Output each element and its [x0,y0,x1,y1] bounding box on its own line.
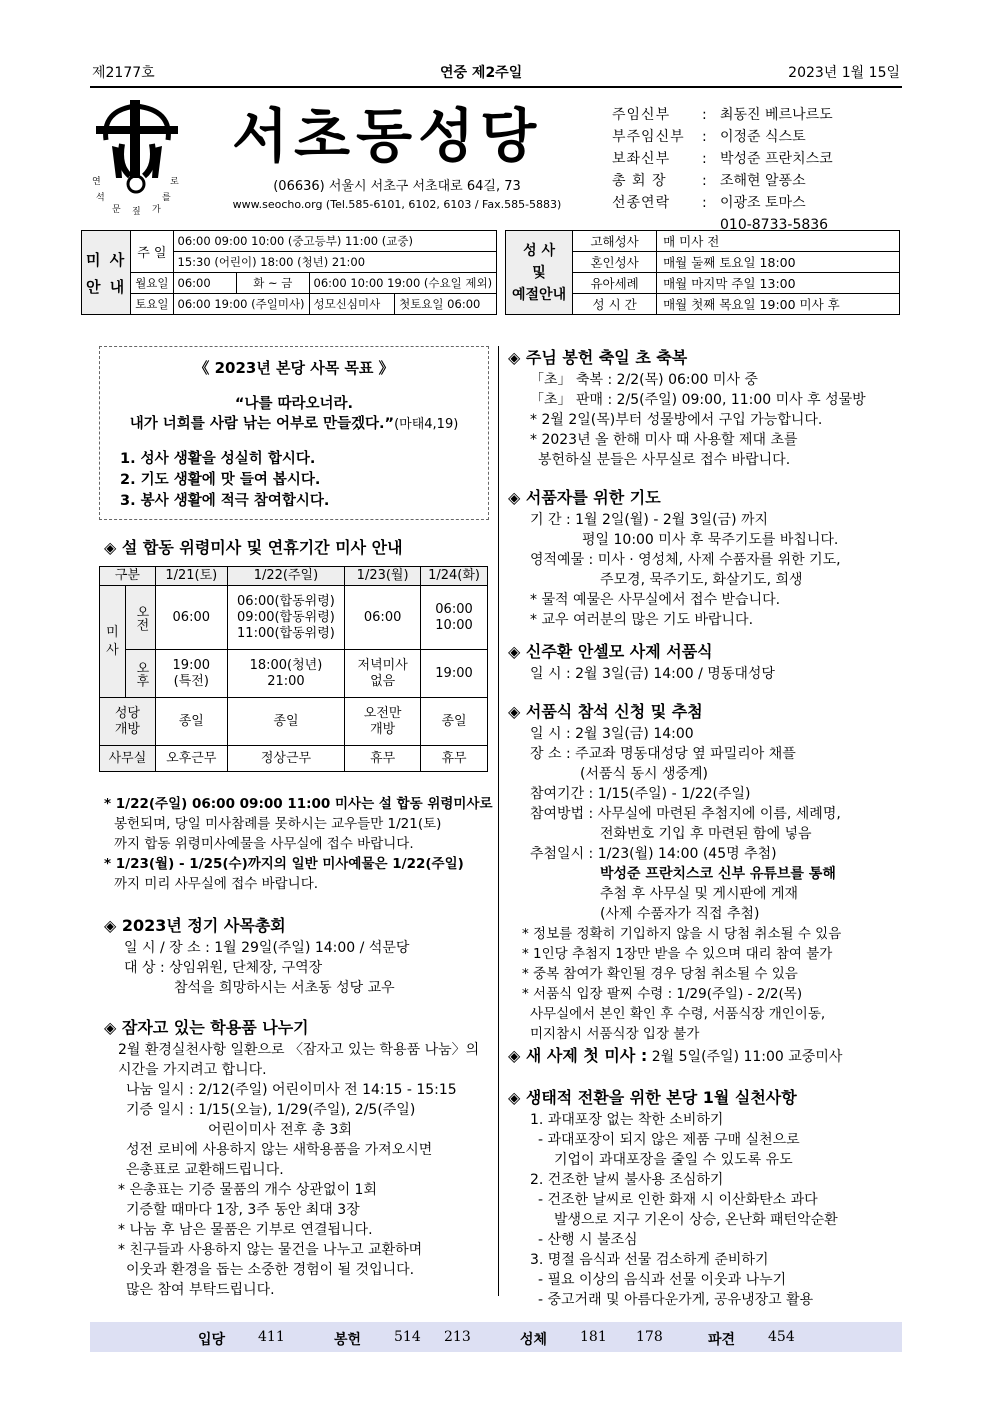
prayer-section [508,488,900,630]
section-line: 2월 5일(주일) 11:00 교중미사 [651,1049,843,1065]
attend-section [508,702,900,1044]
ordination-section [508,642,900,684]
saturday-label: 토요일 [131,294,173,315]
section-line: 어린이미사 전후 총 3회 [208,1122,352,1138]
staff-name: 박성준 프란치스코 [720,151,833,167]
section-heading: ◈ 설 합동 위령미사 및 연휴기간 미사 안내 [104,538,403,557]
section-line: (사제 수품자가 직접 추첨) [600,906,760,922]
logo-char: 로 [170,177,179,187]
footer-value: 213 [444,1329,471,1345]
section-line: - 필요 이상의 음식과 선물 이웃과 나누기 [538,1272,787,1288]
staff-role: 주임신부 [612,107,671,123]
section-heading: ◈ 신주환 안셀모 사제 서품식 [508,642,713,661]
table-cell: 18:00(청년) 21:00 [227,650,345,698]
table-cell: 종일 [227,698,345,746]
staff-row: 부주임신부 : 이정준 식스토 [612,126,833,148]
eco-section [508,1088,900,1310]
section-line: * 2023년 올 한해 미사 때 사용할 제대 초를 [530,432,798,448]
sacrament-label: 성 사 및 예절안내 [506,231,573,315]
office-row-label: 사무실 [100,746,156,772]
section-line: (서품식 동시 생중계) [580,766,709,782]
staff-name: 조해현 알퐁소 [720,173,806,189]
section-line: 주모경, 묵주기도, 화살기도, 희생 [600,572,803,588]
liturgical-season: 연중 제2주일 [440,65,523,81]
section-line: 일 시 : 2월 3일(금) 14:00 [530,726,694,742]
section-line: 미지참시 서품식장 입장 불가 [530,1026,700,1042]
table-cell: 종일 [421,698,488,746]
section-line: 시간을 가지려고 합니다. [118,1062,267,1078]
logo-char: 짚 [132,207,141,217]
table-cell: 19:00 (특전) [155,650,227,698]
footer-value: 181 [580,1329,607,1345]
section-line: - 건조한 날씨로 인한 화재 시 이산화탄소 과다 [538,1192,818,1208]
section-line: 2. 건조한 날씨 불사용 조심하기 [530,1172,724,1188]
col-header: 구분 [100,567,156,586]
section-line: 이웃과 환경을 돕는 소중한 경험이 될 것입니다. [126,1262,415,1278]
section-line: 박성준 프란치스코 신부 유튜브를 통해 [600,866,836,882]
staff-phone: 010-8733-5836 [720,217,829,233]
section-line: 장 소 : 주교좌 명동대성당 옆 파밀리아 채플 [530,746,796,762]
section-heading: ◈ 새 사제 첫 미사 : [508,1046,648,1065]
section-line: 성전 로비에 사용하지 않는 새학용품을 가져오시면 [126,1142,433,1158]
table-cell: 06:00 [345,586,421,650]
church-contact: www.seocho.org (Tel.585-6101, 6102, 6103 / Fax.585-5883) [232,198,562,211]
logo-char: 문 [112,205,121,215]
monday-label: 월요일 [131,273,173,294]
section-line: * 친구들과 사용하지 않는 물건을 나누고 교환하며 [118,1242,423,1258]
table-cell: 06:00(합동위령) 09:00(합동위령) 11:00(합동위령) [227,586,345,650]
sunday-times-2: 15:30 (어린이) 18:00 (청년) 21:00 [173,252,497,273]
section-heading: ◈ 2023년 정기 사목총회 [104,916,286,935]
section-line: 나눔 일시 : 2/12(주일) 어린이미사 전 14:15 - 15:15 [126,1082,457,1098]
section-heading: ◈ 생태적 전환을 위한 본당 1월 실천사항 [508,1088,797,1107]
section-line: * 2월 2일(목)부터 성물방에서 구입 가능합니다. [530,412,823,428]
goal-title: 《 2023년 본당 사목 목표 》 [194,359,394,377]
section-line: 3. 명절 음식과 선물 검소하게 준비하기 [530,1252,769,1268]
section-line: 2월 환경실천사항 일환으로 〈잠자고 있는 학용품 나눔〉의 [118,1042,480,1058]
sacrament-time: 매월 마지막 주일 13:00 [657,273,900,294]
am-label: 오전 [125,586,155,650]
candle-section [508,348,900,470]
sacrament-name: 고해성사 [573,231,657,252]
saturday-times: 06:00 19:00 (주일미사) [173,294,309,315]
col-header: 1/22(주일) [227,567,345,586]
goal-list [120,449,488,512]
section-line: 일 시 : 2월 3일(금) 14:00 / 명동대성당 [530,666,775,682]
section-line: 전화번호 기입 후 마련된 함에 넣음 [600,826,812,842]
table-cell: 정상근무 [227,746,345,772]
goal-item: 2. 기도 생활에 맛 들여 봅시다. [120,472,321,488]
staff-name: 이정준 식스토 [720,129,806,145]
holiday-notes [104,794,494,894]
issue-date: 2023년 1월 15일 [788,65,900,81]
section-line: 사무실에서 본인 확인 후 수령, 서품식장 개인이동, [530,1006,826,1022]
table-cell: 종일 [155,698,227,746]
note-line: 까지 미리 사무실에 접수 바랍니다. [114,876,319,892]
mass-schedule-table [81,230,497,315]
church-name: 서초동성당 [232,102,543,170]
footer-label: 입당 [198,1332,226,1348]
section-line: * 정보를 정확히 기입하지 않을 시 당첨 취소될 수 있음 [522,926,842,942]
holiday-section [104,538,403,560]
footer-value: 514 [394,1329,421,1345]
issue-header [90,60,902,88]
section-heading: ◈ 서품식 참석 신청 및 추첨 [508,702,703,721]
section-line: * 교우 여러분의 많은 기도 바랍니다. [530,612,754,628]
staff-role: 총 회 장 [612,173,667,189]
goal-quote: “나를 따라오너라. 내가 너희를 사람 낚는 어부로 만들겠다.”(마태4,19) [129,396,459,432]
open-row-label: 성당 개방 [100,698,156,746]
footer-label: 파견 [708,1332,736,1348]
section-line: * 물적 예물은 사무실에서 접수 받습니다. [530,592,781,608]
section-line: 기증 일시 : 1/15(오늘), 1/29(주일), 2/5(주일) [126,1102,416,1118]
note-line: 까지 합동 위령미사예물을 사무실에 접수 바랍니다. [114,836,414,852]
section-line: 평일 10:00 미사 후 묵주기도를 바칩니다. [582,532,839,548]
section-line: * 서품식 입장 팔찌 수령 : 1/29(주일) - 2/2(목) [522,986,803,1002]
monday-times: 06:00 [173,273,236,294]
note-line: * 1/22(주일) 06:00 09:00 11:00 미사는 설 합동 위령미사로 [104,796,493,812]
section-line: 기증할 때마다 1장, 3주 동안 최대 3장 [126,1202,360,1218]
note-line: 봉헌되며, 당일 미사참례를 못하시는 교우들만 1/21(토) [114,816,442,832]
sunday-times-1: 06:00 09:00 10:00 (중고등부) 11:00 (교중) [173,231,497,252]
holiday-mass-table [99,566,488,772]
section-line: * 중복 참여가 확인될 경우 당첨 취소될 수 있음 [522,966,798,982]
church-address: (06636) 서울시 서초구 서초대로 64길, 73 [273,179,521,194]
footer-label: 봉헌 [334,1332,362,1348]
staff-role: 선종연락 [612,195,671,211]
council-section [104,916,494,998]
first-saturday-times: 첫토요일 06:00 [395,294,497,315]
col-header: 1/24(화) [421,567,488,586]
staff-row: 총 회 장 : 조해현 알퐁소 [612,170,833,192]
logo-char: 석 [96,193,105,203]
section-line: 참여방법 : 사무실에 마련된 추첨지에 이름, 세례명, [530,806,841,822]
sacrament-time: 매 미사 전 [657,231,900,252]
footer-value: 411 [258,1329,285,1345]
section-line: 대 상 : 상임위원, 단체장, 구역장 [124,960,323,976]
weekday-times: 06:00 10:00 19:00 (수요일 제외) [309,273,497,294]
section-line: 「초」 축복 : 2/2(목) 06:00 미사 중 [530,372,758,388]
section-line: - 산행 시 불조심 [538,1232,638,1248]
section-heading: ◈ 잠자고 있는 학용품 나누기 [104,1018,309,1037]
column-divider [498,346,499,1296]
goal-quote-ref: (마태4,19) [394,417,459,432]
section-line: 추첨 후 사무실 및 게시판에 게재 [600,886,799,902]
staff-name: 이광조 토마스 [720,195,806,211]
pm-label: 오후 [125,650,155,698]
footer-value: 178 [636,1329,663,1345]
pastoral-goal-box [99,346,489,520]
section-line: - 중고거래 및 아름다운가게, 공유냉장고 활용 [538,1292,814,1308]
mass-row-label: 미사 [100,586,126,698]
section-line: 추첨일시 : 1/23(월) 14:00 (45명 추첨) [530,846,777,862]
logo-char: 를 [162,193,171,203]
staff-name: 최동진 베르나르도 [720,107,833,123]
supplies-section [104,1018,496,1300]
section-line: 1. 과대포장 없는 착한 소비하기 [530,1112,724,1128]
table-cell: 19:00 [421,650,488,698]
section-line: 참석을 희망하시는 서초동 성당 교우 [174,980,395,996]
sacrament-table [505,230,900,315]
footer-label: 성체 [520,1332,548,1348]
section-line: 기 간 : 1월 2일(월) - 2월 3일(금) 까지 [530,512,769,528]
staff-row: 보좌신부 : 박성준 프란치스코 [612,148,833,170]
sacrament-time: 매월 둘째 토요일 18:00 [657,252,900,273]
table-cell: 휴무 [345,746,421,772]
weekday-label: 화 ~ 금 [237,273,310,294]
issue-number: 제2177호 [92,65,155,81]
table-cell: 06:00 10:00 [421,586,488,650]
section-line: - 과대포장이 되지 않은 제품 구매 실천으로 [538,1132,800,1148]
church-logo [92,96,182,217]
section-heading: ◈ 서품자를 위한 기도 [508,488,661,507]
goal-item: 1. 성사 생활을 성실히 합시다. [120,451,316,467]
section-line: 봉헌하실 분들은 사무실로 접수 바랍니다. [538,452,791,468]
staff-row: 주임신부 : 최동진 베르나르도 [612,104,833,126]
footer-value: 454 [768,1329,795,1345]
staff-list [612,104,833,236]
section-line: 많은 참여 부탁드립니다. [126,1282,275,1298]
col-header: 1/23(월) [345,567,421,586]
section-line: 일 시 / 장 소 : 1월 29일(주일) 14:00 / 석문당 [124,940,410,956]
staff-row: 선종연락 : 이광조 토마스 [612,192,833,214]
sunday-label: 주 일 [131,231,173,273]
logo-char: 연 [92,177,101,187]
sacrament-name: 유아세례 [573,273,657,294]
table-cell: 휴무 [421,746,488,772]
first-mass-section [508,1046,900,1067]
table-cell: 오전만 개방 [345,698,421,746]
footer-bar [90,1322,902,1352]
sacrament-name: 성 시 간 [573,294,657,315]
staff-role: 부주임신부 [612,129,685,145]
section-line: * 1인당 추첨지 1장만 받을 수 있으며 대리 참여 불가 [522,946,833,962]
note-line: * 1/23(월) - 1/25(수)까지의 일반 미사예물은 1/22(주일) [104,856,464,872]
section-line: 은총표로 교환해드립니다. [126,1162,284,1178]
section-line: 참여기간 : 1/15(주일) - 1/22(주일) [530,786,751,802]
section-heading: ◈ 주님 봉헌 축일 초 축복 [508,348,688,367]
table-cell: 오후근무 [155,746,227,772]
table-cell: 06:00 [155,586,227,650]
staff-role: 보좌신부 [612,151,671,167]
church-address-block [232,178,562,214]
sacrament-time: 매월 첫째 목요일 19:00 미사 후 [657,294,900,315]
section-line: 영적예물 : 미사 · 영성체, 사제 수품자를 위한 기도, [530,552,841,568]
section-line: 기업이 과대포장을 줄일 수 있도록 유도 [554,1152,793,1168]
logo-char: 가 [152,205,161,215]
section-line: * 은총표는 기증 물품의 개수 상관없이 1회 [118,1182,377,1198]
goal-item: 3. 봉사 생활에 적극 참여합시다. [120,493,330,509]
section-line: 발생으로 지구 기온이 상승, 온난화 패턴악순환 [554,1212,838,1228]
sacrament-name: 혼인성사 [573,252,657,273]
col-header: 1/21(토) [155,567,227,586]
table-cell: 저녁미사 없음 [345,650,421,698]
mass-label: 미 사 안 내 [82,231,131,315]
section-line: * 나눔 후 남은 물품은 기부로 연결됩니다. [118,1222,373,1238]
marian-mass-label: 성모신심미사 [309,294,395,315]
section-line: 「초」 판매 : 2/5(주일) 09:00, 11:00 미사 후 성물방 [530,392,866,408]
